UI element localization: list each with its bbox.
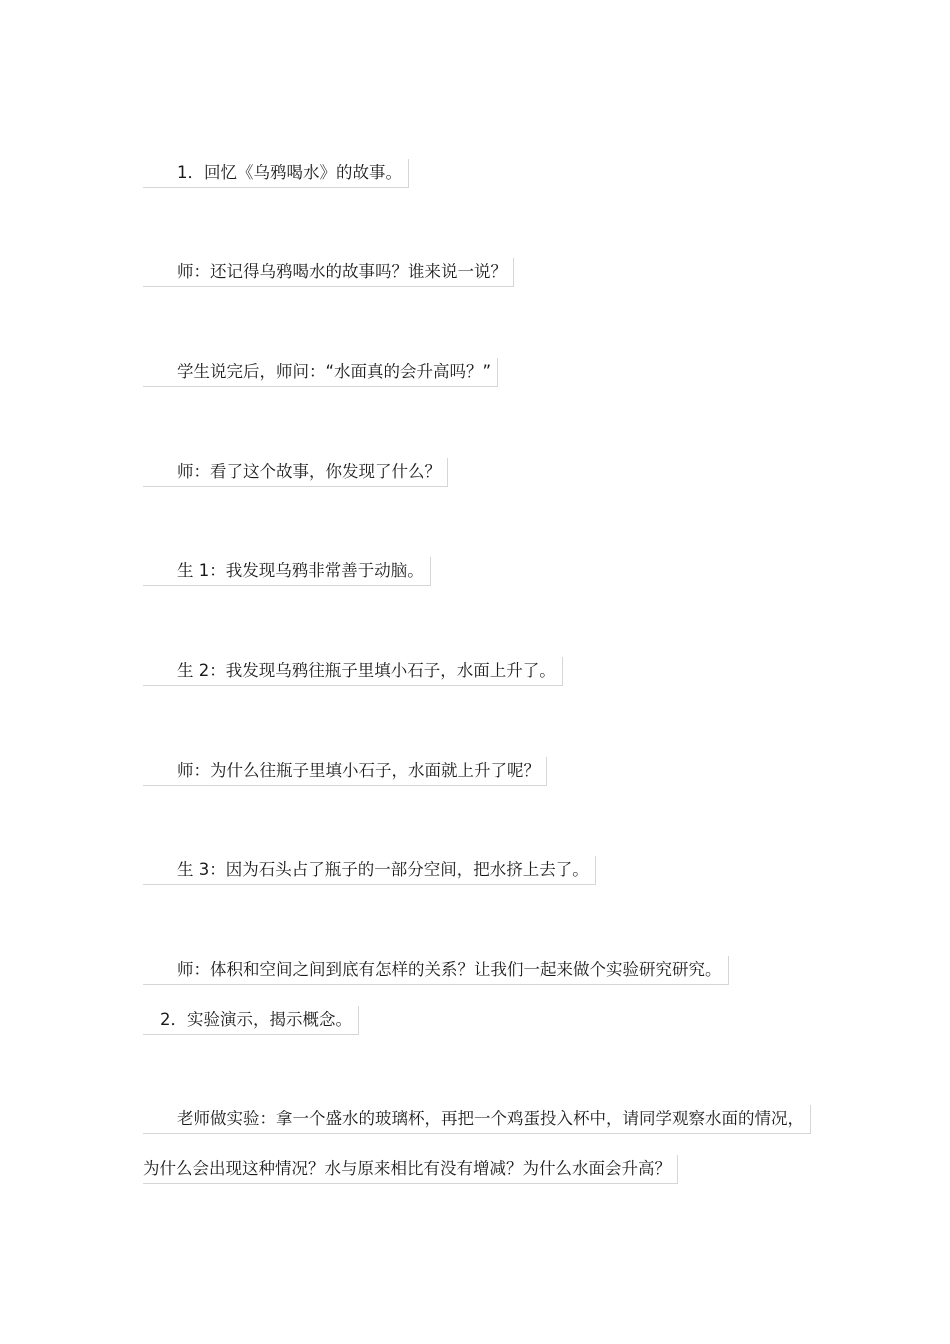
paragraph-student-answer-2: 生 2：我发现乌鸦往瓶子里填小石子，水面上升了。 bbox=[143, 657, 563, 686]
paragraph-student-answer-3: 生 3：因为石头占了瓶子的一部分空间，把水挤上去了。 bbox=[143, 856, 596, 885]
paragraph-student-answer-1: 生 1：我发现乌鸦非常善于动脑。 bbox=[143, 557, 431, 586]
paragraph-teacher-question-1: 师：还记得乌鸦喝水的故事吗？谁来说一说？ bbox=[143, 258, 514, 287]
section-heading-1: 1．回忆《乌鸦喝水》的故事。 bbox=[143, 159, 409, 188]
paragraph-teacher-question-4: 师：为什么往瓶子里填小石子，水面就上升了呢？ bbox=[143, 757, 547, 786]
paragraph-teacher-question-2: 学生说完后，师问：“水面真的会升高吗？” bbox=[143, 358, 498, 387]
paragraph-experiment-line-2: 为什么会出现这种情况？水与原来相比有没有增减？为什么水面会升高？ bbox=[143, 1155, 678, 1184]
section-heading-2: 2．实验演示，揭示概念。 bbox=[143, 1006, 359, 1035]
paragraph-teacher-question-5: 师：体积和空间之间到底有怎样的关系？让我们一起来做个实验研究研究。 bbox=[143, 956, 729, 985]
paragraph-experiment-line-1: 老师做实验：拿一个盛水的玻璃杯，再把一个鸡蛋投入杯中，请同学观察水面的情况， bbox=[143, 1105, 811, 1134]
paragraph-teacher-question-3: 师：看了这个故事，你发现了什么？ bbox=[143, 458, 448, 487]
